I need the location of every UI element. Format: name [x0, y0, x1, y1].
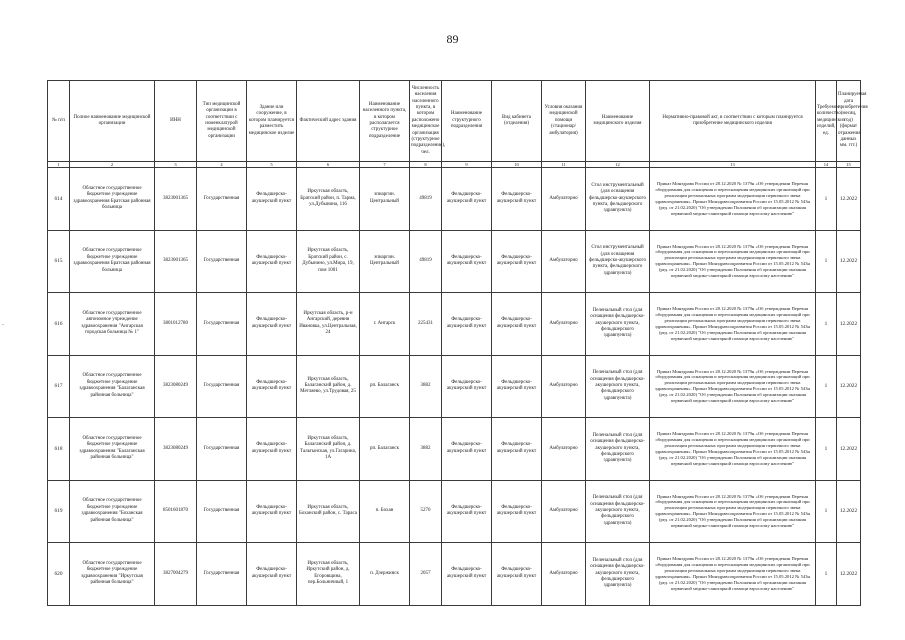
- legal-acts: Приказ Минздрава России от 28.12.2020 № 1379н «Об утверждении Перечня оборудования для оснащения и переоснащения медицинских организаций при реализации региональных программ модернизации первичного звена здравоохранения». Приказ Минздравсоцразвития России от 15.05.2012 № 543н (ред. от 21.02.2020) "Об утверждении Положения об организации оказания первичной медико-санитарной помощи взрослому населению": [650, 480, 816, 543]
- quantity: 1: [816, 230, 837, 293]
- structural-unit: Фельдшерско-акушерский пункт: [442, 418, 492, 481]
- settlement: г. Ангарск: [360, 293, 410, 356]
- organization-name: Областное государственное бюджетное учреждение здравоохранения "Балаганская районная больница": [70, 355, 155, 418]
- column-number: 12: [586, 162, 650, 168]
- purchase-date: 12.2022: [837, 355, 861, 418]
- side-mark: ..: [2, 322, 5, 327]
- column-header: Полное наименование медицинской организации: [70, 81, 155, 162]
- population: 49819: [410, 168, 442, 231]
- inn: 8501601870: [155, 480, 197, 543]
- column-number: 13: [650, 162, 816, 168]
- cabinet-type: Фельдшерско-акушерский пункт: [492, 418, 542, 481]
- row-number: 619: [48, 480, 70, 543]
- device-name: Пеленальный стол (для оснащения фельдшерско-акушерского пункта, фельдшерского здравпункта): [586, 293, 650, 356]
- column-header: Требуемое количество медицинских изделий, ед.: [816, 81, 837, 162]
- column-header: Численность населения населенного пункта, в котором расположено медицинское организация (структурное подразделение), чел.: [410, 81, 442, 162]
- table-row: [48, 230, 861, 293]
- organization-name: Областное государственное бюджетное учреждение здравоохранения Братская районная больница: [70, 168, 155, 231]
- organization-type: Государственная: [197, 418, 247, 481]
- organization-type: Государственная: [197, 543, 247, 606]
- device-name: Стол инструментальный (для оснащения фельдшерско-акушерского пункта, фельдшерского здравпункта): [586, 230, 650, 293]
- care-conditions: Амбулаторно: [542, 230, 586, 293]
- device-name: Пеленальный стол (для оснащения фельдшерско-акушерского пункта, фельдшерского здравпункта): [586, 480, 650, 543]
- settlement: рп. Балаганск: [360, 355, 410, 418]
- column-number: 10: [492, 162, 542, 168]
- care-conditions: Амбулаторно: [542, 418, 586, 481]
- column-header: № п/п: [48, 81, 70, 162]
- care-conditions: Амбулаторно: [542, 543, 586, 606]
- population: 2057: [410, 543, 442, 606]
- cabinet-type: Фельдшерско-акушерский пункт: [492, 293, 542, 356]
- cabinet-type: Фельдшерско-акушерский пункт: [492, 480, 542, 543]
- building: Фельдшерско-акушерский пункт: [247, 355, 297, 418]
- structural-unit: Фельдшерско-акушерский пункт: [442, 480, 492, 543]
- table-row: [48, 168, 861, 231]
- table-row: [48, 480, 861, 543]
- structural-unit: Фельдшерско-акушерский пункт: [442, 230, 492, 293]
- column-header: ИНН: [155, 81, 197, 162]
- inn: 3801012780: [155, 293, 197, 356]
- column-header: Фактический адрес здания: [297, 81, 360, 162]
- column-header: Наименование структурного подразделения: [442, 81, 492, 162]
- organization-name: Областное государственное бюджетное учреждение здравоохранения Братская районная больница: [70, 230, 155, 293]
- population: 225431: [410, 293, 442, 356]
- table-row: [48, 543, 861, 606]
- cabinet-type: Фельдшерско-акушерский пункт: [492, 543, 542, 606]
- cabinet-type: Фельдшерско-акушерский пункт: [492, 355, 542, 418]
- address: Иркутская область, Иркутский район, д. Егоровщина, пер.Больничный, 1: [297, 543, 360, 606]
- quantity: 1: [816, 480, 837, 543]
- device-name: Пеленальный стол (для оснащения фельдшерско-акушерского пункта, фельдшерского здравпункта): [586, 355, 650, 418]
- column-number: 6: [297, 162, 360, 168]
- column-number: 1: [48, 162, 70, 168]
- cabinet-type: Фельдшерско-акушерский пункт: [492, 168, 542, 231]
- structural-unit: Фельдшерско-акушерский пункт: [442, 293, 492, 356]
- organization-type: Государственная: [197, 355, 247, 418]
- organization-type: Государственная: [197, 230, 247, 293]
- purchase-date: 12.2022: [837, 480, 861, 543]
- population: 49819: [410, 230, 442, 293]
- column-number: 9: [442, 162, 492, 168]
- quantity: 1: [816, 418, 837, 481]
- purchase-date: 12.2022: [837, 418, 861, 481]
- inn: 3827004279: [155, 543, 197, 606]
- organization-name: Областное государственное бюджетное учреждение здравоохранения "Балаганская районная больница": [70, 418, 155, 481]
- column-header: Наименование медицинского изделия: [586, 81, 650, 162]
- header-row: [48, 81, 861, 162]
- column-number: 3: [155, 162, 197, 168]
- column-number: 7: [360, 162, 410, 168]
- organization-name: Областное государственное автономное учреждение здравоохранения "Ангарская городская больница № 1": [70, 293, 155, 356]
- care-conditions: Амбулаторно: [542, 168, 586, 231]
- column-number: 15: [837, 162, 861, 168]
- table-row: [48, 418, 861, 481]
- column-header: Нормативно-правовой акт, в соответствии с которым планируется приобретение медицинского изделия: [650, 81, 816, 162]
- organization-type: Государственная: [197, 480, 247, 543]
- purchase-date: 12.2022: [837, 293, 861, 356]
- address: Иркутская область, Братский район, п. Тарма, ул.Дубынина, 116: [297, 168, 360, 231]
- building: Фельдшерско-акушерский пункт: [247, 293, 297, 356]
- population: 3882: [410, 418, 442, 481]
- organization-type: Государственная: [197, 168, 247, 231]
- column-header: Здание или сооружение, в котором планируется разместить медицинское изделие: [247, 81, 297, 162]
- inn: 3823080249: [155, 418, 197, 481]
- organization-type: Государственная: [197, 293, 247, 356]
- building: Фельдшерско-акушерский пункт: [247, 543, 297, 606]
- purchase-date: 12.2022: [837, 230, 861, 293]
- table-row: [48, 355, 861, 418]
- structural-unit: Фельдшерско-акушерский пункт: [442, 543, 492, 606]
- row-number: 620: [48, 543, 70, 606]
- building: Фельдшерско-акушерский пункт: [247, 230, 297, 293]
- settlement: рп. Балаганск: [360, 418, 410, 481]
- settlement: п. Дзержинск: [360, 543, 410, 606]
- row-number: 615: [48, 230, 70, 293]
- quantity: 1: [816, 168, 837, 231]
- legal-acts: Приказ Минздрава России от 28.12.2020 № 1379н «Об утверждении Перечня оборудования для оснащения и переоснащения медицинских организаций при реализации региональных программ модернизации первичного звена здравоохранения». Приказ Минздравсоцразвития России от 15.05.2012 № 543н (ред. от 21.02.2020) "Об утверждении Положения об организации оказания первичной медико-санитарной помощи взрослому населению": [650, 418, 816, 481]
- column-header: Наименование населенного пункта, в котором располагается структурное подразделение: [360, 81, 410, 162]
- settlement: п. Бохан: [360, 480, 410, 543]
- structural-unit: Фельдшерско-акушерский пункт: [442, 355, 492, 418]
- care-conditions: Амбулаторно: [542, 355, 586, 418]
- population: 3882: [410, 355, 442, 418]
- cabinet-type: Фельдшерско-акушерский пункт: [492, 230, 542, 293]
- column-header: Планируемая дата приобретения (месяц, год) (формат отражения данных мм. ггг.): [837, 81, 861, 162]
- care-conditions: Амбулаторно: [542, 293, 586, 356]
- device-name: Пеленальный стол (для оснащения фельдшерско-акушерского пункта, фельдшерского здравпункта): [586, 418, 650, 481]
- column-number: 2: [70, 162, 155, 168]
- column-number: 11: [542, 162, 586, 168]
- address: Иркутская область, Балаганский район, д. Метляево, ул.Трудовая, 25: [297, 355, 360, 418]
- address: Иркутская область, Братский район, с. Дубынино, ул.Мира, 19, пом 1001: [297, 230, 360, 293]
- legal-acts: Приказ Минздрава России от 28.12.2020 № 1379н «Об утверждении Перечня оборудования для оснащения и переоснащения медицинских организаций при реализации региональных программ модернизации первичного звена здравоохранения». Приказ Минздравсоцразвития России от 15.05.2012 № 543н (ред. от 21.02.2020) "Об утверждении Положения об организации оказания первичной медико-санитарной помощи взрослому населению": [650, 293, 816, 356]
- structural-unit: Фельдшерско-акушерский пункт: [442, 168, 492, 231]
- inn: 3823080249: [155, 355, 197, 418]
- column-number: 8: [410, 162, 442, 168]
- column-header: Тип медицинской организации в соответствии с номенклатурой медицинской организации: [197, 81, 247, 162]
- column-number: 14: [816, 162, 837, 168]
- building: Фельдшерско-акушерский пункт: [247, 168, 297, 231]
- care-conditions: Амбулаторно: [542, 480, 586, 543]
- legal-acts: Приказ Минздрава России от 28.12.2020 № 1379н «Об утверждении Перечня оборудования для оснащения и переоснащения медицинских организаций при реализации региональных программ модернизации первичного звена здравоохранения». Приказ Минздравсоцразвития России от 15.05.2012 № 543н (ред. от 21.02.2020) "Об утверждении Положения об организации оказания первичной медико-санитарной помощи взрослому населению": [650, 543, 816, 606]
- purchase-date: 12.2022: [837, 543, 861, 606]
- quantity: 1: [816, 293, 837, 356]
- purchase-date: 12.2022: [837, 168, 861, 231]
- page-number: 89: [446, 32, 459, 46]
- settlement: эпиаргин. Центральный: [360, 230, 410, 293]
- row-number: 616: [48, 293, 70, 356]
- table-row: [48, 293, 861, 356]
- inn: 3823001365: [155, 168, 197, 231]
- population: 5270: [410, 480, 442, 543]
- column-number: 4: [197, 162, 247, 168]
- device-name: Пеленальный стол (для оснащения фельдшерско-акушерского пункта, фельдшерского здравпункта): [586, 543, 650, 606]
- column-header: Условия оказания медицинской помощи (стационар/амбулатория): [542, 81, 586, 162]
- building: Фельдшерско-акушерский пункт: [247, 418, 297, 481]
- inn: 3823001365: [155, 230, 197, 293]
- legal-acts: Приказ Минздрава России от 28.12.2020 № 1379н «Об утверждении Перечня оборудования для оснащения и переоснащения медицинских организаций при реализации региональных программ модернизации первичного звена здравоохранения». Приказ Минздравсоцразвития России от 15.05.2012 № 543н (ред. от 21.02.2020) "Об утверждении Положения об организации оказания первичной медико-санитарной помощи взрослому населению": [650, 230, 816, 293]
- column-number: 5: [247, 162, 297, 168]
- legal-acts: Приказ Минздрава России от 28.12.2020 № 1379н «Об утверждении Перечня оборудования для оснащения и переоснащения медицинских организаций при реализации региональных программ модернизации первичного звена здравоохранения». Приказ Минздравсоцразвития России от 15.05.2012 № 543н (ред. от 21.02.2020) "Об утверждении Положения об организации оказания первичной медико-санитарной помощи взрослому населению": [650, 168, 816, 231]
- equipment-table: [47, 80, 868, 606]
- row-number: 618: [48, 418, 70, 481]
- address: Иркутская область, р-н Ангарский, деревня Ивановка, ул.Центральная, 24: [297, 293, 360, 356]
- address: Иркутская область, Балаганский район, д. Тальтынская, ул.Гагарина, 1А: [297, 418, 360, 481]
- column-header: Вид кабинета (отделения): [492, 81, 542, 162]
- row-number: 614: [48, 168, 70, 231]
- organization-name: Областное государственное бюджетное учреждение здравоохранения "Иркутская районная больница": [70, 543, 155, 606]
- legal-acts: Приказ Минздрава России от 28.12.2020 № 1379н «Об утверждении Перечня оборудования для оснащения и переоснащения медицинских организаций при реализации региональных программ модернизации первичного звена здравоохранения». Приказ Минздравсоцразвития России от 15.05.2012 № 543н (ред. от 21.02.2020) "Об утверждении Положения об организации оказания первичной медико-санитарной помощи взрослому населению": [650, 355, 816, 418]
- quantity: 1: [816, 355, 837, 418]
- organization-name: Областное государственное бюджетное учреждение здравоохранения "Боханская районная больница": [70, 480, 155, 543]
- address: Иркутская область, Боханский район, с. Тараса: [297, 480, 360, 543]
- row-number: 617: [48, 355, 70, 418]
- device-name: Стол инструментальный (для оснащения фельдшерско-акушерского пункта, фельдшерского здравпункта): [586, 168, 650, 231]
- settlement: эпиаргин. Центральный: [360, 168, 410, 231]
- quantity: 1: [816, 543, 837, 606]
- building: Фельдшерско-акушерский пункт: [247, 480, 297, 543]
